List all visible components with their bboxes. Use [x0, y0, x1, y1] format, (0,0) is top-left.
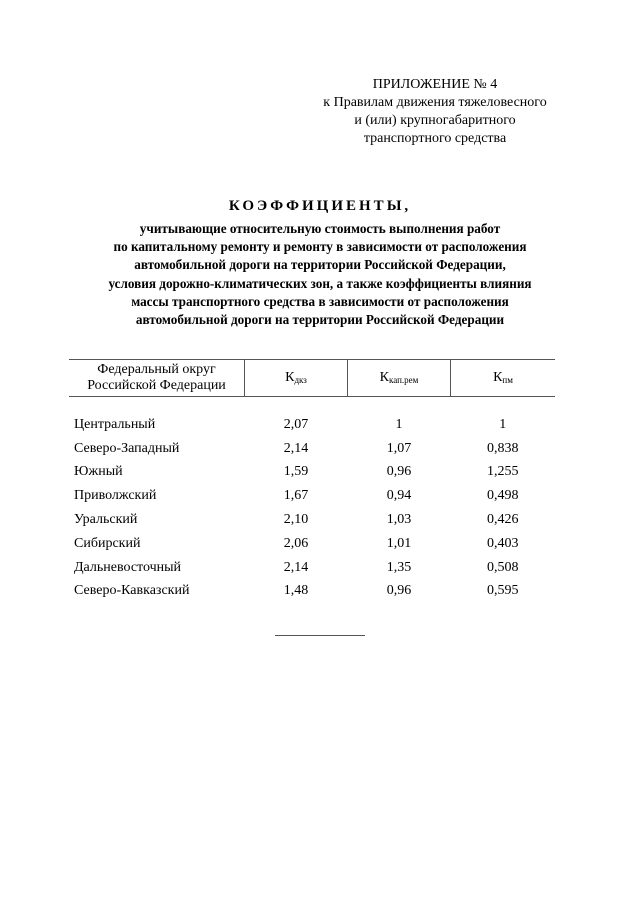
- table-row: [69, 580, 555, 604]
- subtitle-line: по капитальному ремонту и ремонту в зависимости от расположения: [113, 239, 527, 255]
- cell-k-dkz: 2,14: [283, 559, 309, 575]
- document-subtitle: [40, 220, 600, 329]
- table-body: [69, 397, 555, 604]
- cell-region: Южный: [74, 464, 123, 480]
- cell-k-kaprem: 0,94: [386, 488, 412, 504]
- cell-k-pm: 0,498: [487, 488, 519, 504]
- cell-k-pm: 1: [499, 416, 507, 432]
- header-k-pm: $К_{пм}$: [451, 360, 556, 397]
- cell-k-dkz: 1,67: [283, 488, 309, 504]
- cell-region: Центральный: [74, 416, 156, 432]
- subtitle-line: автомобильной дороги на территории Российской Федерации,: [134, 257, 506, 273]
- appendix-reference-line: и (или) крупногабаритного: [354, 113, 516, 128]
- cell-k-dkz: 2,06: [283, 535, 309, 551]
- cell-region: Сибирский: [74, 535, 141, 551]
- header-k-dkz: $К_{дкз}$: [245, 360, 348, 397]
- cell-region: Уральский: [74, 512, 138, 528]
- cell-k-kaprem: 0,96: [386, 583, 412, 599]
- table-row: [69, 484, 555, 508]
- table-row: [69, 532, 555, 556]
- cell-k-dkz: 2,07: [283, 416, 309, 432]
- cell-k-pm: 0,838: [487, 440, 519, 456]
- cell-region: Северо-Кавказский: [74, 583, 190, 599]
- cell-k-pm: 0,595: [487, 583, 519, 599]
- subtitle-line: условия дорожно-климатических зон, а также коэффициенты влияния: [108, 275, 532, 291]
- cell-region: Дальневосточный: [74, 559, 182, 575]
- appendix-reference-line: транспортного средства: [363, 131, 507, 146]
- cell-k-pm: 0,426: [487, 512, 519, 528]
- cell-k-dkz: 2,14: [283, 440, 309, 456]
- appendix-number: ПРИЛОЖЕНИЕ № 4: [372, 77, 498, 92]
- appendix-heading: [292, 76, 578, 148]
- appendix-reference-line: к Правилам движения тяжеловесного: [323, 95, 547, 110]
- end-divider: [275, 635, 365, 636]
- cell-k-kaprem: 1,35: [386, 559, 412, 575]
- table-row: [69, 508, 555, 532]
- cell-k-dkz: 1,48: [283, 583, 309, 599]
- cell-k-kaprem: 1,07: [386, 440, 412, 456]
- coefficients-table: [69, 359, 555, 603]
- header-k-kaprem: $К_{кап.рем}$: [348, 360, 451, 397]
- cell-region: Северо-Западный: [74, 440, 180, 456]
- cell-k-kaprem: 0,96: [386, 464, 412, 480]
- cell-k-pm: 1,255: [487, 464, 519, 480]
- table-row: [69, 413, 555, 437]
- subtitle-line: автомобильной дороги на территории Российской Федерации: [135, 312, 505, 328]
- document-title: КОЭФФИЦИЕНТЫ,: [228, 198, 412, 214]
- cell-k-kaprem: 1: [395, 416, 403, 432]
- table-row: [69, 461, 555, 485]
- cell-k-dkz: 2,10: [283, 512, 309, 528]
- table-row: [69, 556, 555, 580]
- cell-k-dkz: 1,59: [283, 464, 309, 480]
- cell-k-kaprem: 1,01: [386, 535, 412, 551]
- cell-k-kaprem: 1,03: [386, 512, 412, 528]
- subtitle-line: учитывающие относительную стоимость выполнения работ: [139, 221, 501, 236]
- table-row: [69, 437, 555, 461]
- table-header: [69, 360, 555, 397]
- cell-region: Приволжский: [74, 488, 157, 504]
- subtitle-line: массы транспортного средства в зависимости от расположения: [131, 293, 509, 309]
- cell-k-pm: 0,403: [487, 535, 519, 551]
- cell-k-pm: 0,508: [487, 559, 519, 575]
- header-region: Федеральный округ Российской Федерации: [69, 360, 245, 397]
